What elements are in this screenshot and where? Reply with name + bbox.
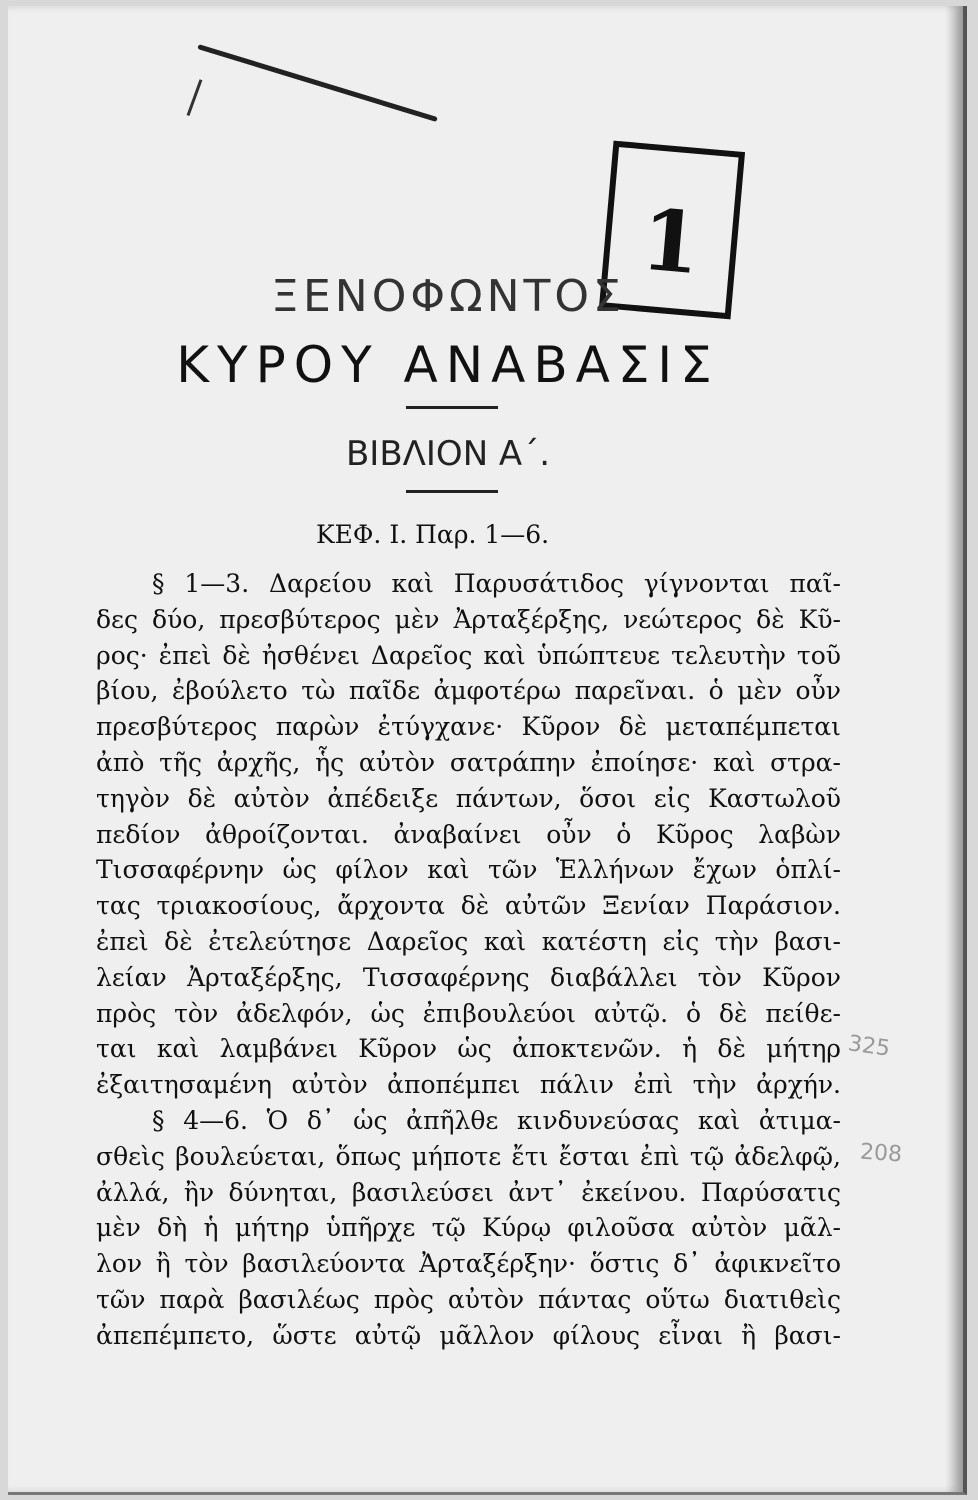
book-page [8, 6, 967, 1495]
pen-mark-small [187, 79, 203, 116]
text-line: βίου, ἐβούλετο τὼ παῖδε ἀμφοτέρω παρεῖναι. ὁ μὲν οὖν [96, 676, 841, 706]
text-line: τας τριακοσίους, ἄρχοντα δὲ αὐτῶν Ξενίαν Παράσιον. [96, 891, 841, 921]
book-title: ΚΥΡΟΥ ΑΝΑΒΑΣΙΣ [176, 336, 720, 394]
text-line: ἐπεὶ δὲ ἐτελεύτησε Δαρεῖος καὶ κατέστη εἰς τὴν βασι- [96, 926, 841, 956]
page-edge-shadow [945, 6, 963, 1492]
margin-note: 208 [859, 1139, 903, 1168]
text-line: σθεὶς βουλεύεται, ὅπως μήποτε ἔτι ἔσται ἐπὶ τῷ ἀδελφῷ, [96, 1141, 841, 1171]
text-line: § 4—6. Ὁ δ᾽ ὡς ἀπῆλθε κινδυνεύσας καὶ ἀτιμα- [152, 1105, 841, 1135]
text-line: ἀπεπέμπετο, ὥστε αὐτῷ μᾶλλον φίλους εἶναι ἢ βασι- [96, 1320, 841, 1350]
section-rule [406, 490, 498, 493]
text-line: δες δύο, πρεσβύτερος μὲν Ἀρταξέρξης, νεώτερος δὲ Κῦ- [96, 604, 841, 634]
text-line: τηγὸν δὲ αὐτὸν ἀπέδειξε πάντων, ὅσοι εἰς Καστωλοῦ [96, 783, 841, 813]
stamp-number: 1 [637, 189, 705, 294]
text-line: ται καὶ λαμβάνει Κῦρον ὡς ἀποκτενῶν. ἡ δὲ μήτηρ [96, 1034, 841, 1064]
text-line: § 1—3. Δαρείου καὶ Παρυσάτιδος γίγνονται παῖ- [152, 569, 841, 598]
text-line: ἐξαιτησαμένη αὐτὸν ἀποπέμπει πάλιν ἐπὶ τὴν ἀρχήν. [96, 1070, 841, 1100]
text-line: μὲν δὴ ἡ μήτηρ ὑπῆρχε τῷ Κύρῳ φιλοῦσα αὐτὸν μᾶλ- [96, 1213, 841, 1243]
text-line: ρος· ἐπεὶ δὲ ἠσθένει Δαρεῖος καὶ ὑπώπτευε τελευτὴν τοῦ [96, 640, 841, 670]
text-line: λείαν Ἀρταξέρξης, Τισσαφέρνης διαβάλλει τὸν Κῦρον [96, 962, 841, 992]
author-name: ΞΕΝΟΦΩΝΤΟΣ [271, 271, 625, 322]
pen-mark [197, 44, 438, 122]
text-line: πρεσβύτερος παρὼν ἐτύγχανε· Κῦρον δὲ μεταπέμπεται [96, 712, 841, 742]
title-rule [406, 406, 498, 409]
text-line: ἀλλά, ἢν δύνηται, βασιλεύσει ἀντ᾽ ἐκείνου. Παρύσατις [96, 1177, 841, 1207]
text-line: Τισσαφέρνην ὡς φίλον καὶ τῶν Ἑλλήνων ἔχων ὁπλί- [96, 855, 841, 885]
text-line: πεδίον ἀθροίζονται. ἀναβαίνει οὖν ὁ Κῦρος λαβὼν [96, 819, 841, 849]
text-line: τῶν παρὰ βασιλέως πρὸς αὐτὸν πάντας οὕτω διατιθεὶς [96, 1284, 841, 1314]
body-text [96, 566, 841, 1354]
margin-note: 325 [846, 1031, 892, 1062]
text-line: ἀπὸ τῆς ἀρχῆς, ἧς αὐτὸν σατράπην ἐποίησε· καὶ στρα- [96, 747, 841, 777]
section-title: ΒΙΒΛΙΟΝ Α΄. [345, 434, 551, 474]
text-line: πρὸς τὸν ἀδελφόν, ὡς ἐπιβουλεύοι αὐτῷ. ὁ δὲ πείθε- [96, 998, 841, 1028]
chapter-heading: ΚΕΦ. Ι. Παρ. 1—6. [316, 520, 550, 549]
text-line: λον ἢ τὸν βασιλεύοντα Ἀρταξέρξην· ὅστις δ᾽ ἀφικνεῖτο [96, 1249, 841, 1279]
